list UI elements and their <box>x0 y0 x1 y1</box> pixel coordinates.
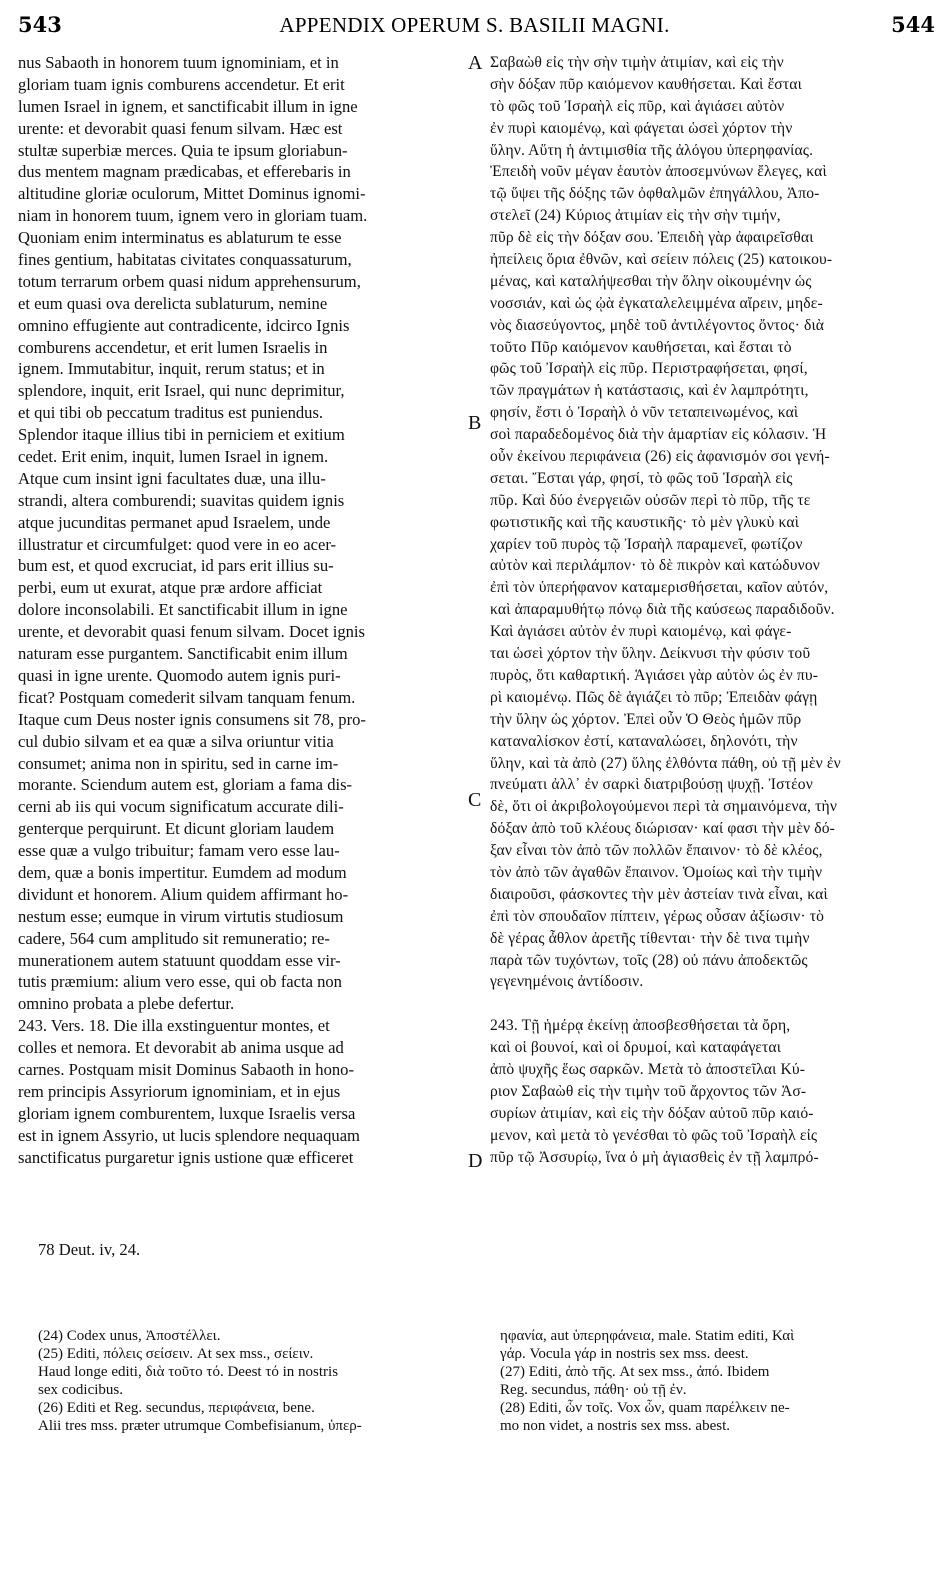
greek-line: Καὶ ἁγιάσει αὐτὸν ἐν πυρὶ καιομένῳ, καὶ φάγε- <box>490 623 792 641</box>
note-line: Alii tres mss. præter utrumque Combefisianum, ὑπερ- <box>38 1418 362 1434</box>
latin-line: carnes. Postquam misit Dominus Sabaoth in hono- <box>18 1059 354 1079</box>
left-page-number: 543 <box>18 12 62 37</box>
latin-line: atque jucunditas permanet apud Israelem, unde <box>18 512 331 532</box>
note-line: (27) Editi, ἀπὸ τῆς. At sex mss., ἀπό. Ibidem <box>500 1364 770 1380</box>
greek-line: χαρίεν τοῦ πυρὸς τῷ Ἰσραὴλ παραμενεῖ, φωτίζον <box>490 535 803 553</box>
latin-line: colles et nemora. Et devorabit ab anima usque ad <box>18 1038 344 1058</box>
latin-line: dem, quæ a bonis impertitur. Eumdem ad modum <box>18 862 347 882</box>
latin-line: et eum quasi ova derelicta sublaturum, nemine <box>18 293 328 313</box>
right-page-number: 544 <box>891 12 935 37</box>
margin-letter-d: D <box>468 1150 483 1172</box>
latin-line: et qui tibi ob peccatum traditus est puniendus. <box>18 403 324 423</box>
note-line: (26) Editi et Reg. secundus, περιφάνεια, bene. <box>38 1400 315 1416</box>
latin-line: cul dubio silvam et ea quæ a silva oriuntur vitia <box>18 731 334 751</box>
greek-line: πῦρ. Καὶ δύο ἐνεργειῶν οὐσῶν περὶ τὸ πῦρ, τῆς τε <box>490 491 811 509</box>
greek-line: διαιροῦσι, φάσκοντες τὴν μὲν ἀστείαν τινὰ εἶναι, καὶ <box>490 885 828 903</box>
greek-line: σὴν δόξαν πῦρ καιόμενον καυθήσεται. Καὶ ἔσται <box>490 75 802 93</box>
latin-line: gloriam tuam ignis comburens accendetur. Et erit <box>18 74 345 94</box>
latin-line: totum terrarum orbem quasi nidum apprehensurum, <box>18 271 361 291</box>
latin-line: perbi, eum ut exurat, atque præ ardore afficiat <box>18 578 323 598</box>
latin-line: ignem. Immutabitur, inquit, rerum status; et in <box>18 359 325 379</box>
greek-line: τῷ ὕψει τῆς δόξης τῶν ὀφθαλμῶν ἐπηγάλλου, Ἀπο- <box>490 185 820 203</box>
latin-line: quasi in igne urente. Quomodo autem ignis puri- <box>18 665 341 685</box>
latin-line: munerationem autem statuunt quoddam esse vir- <box>18 950 341 970</box>
notes-left <box>38 1327 468 1435</box>
notes-right <box>500 1327 930 1435</box>
greek-line: ὕλην. Αὕτη ἡ ἀντιμισθία τῆς ἀλόγου ὑπερηφανίας. <box>490 141 814 159</box>
note-line: Haud longe editi, διὰ τοῦτο τό. Deest τό in nostris <box>38 1364 339 1380</box>
greek-line: δὲ, ὅτι οἱ ἀκριβολογούμενοι περὶ τὰ σημαινόμενα, τὴν <box>490 798 838 816</box>
greek-line: ὕλην, καὶ τὰ ἀπὸ (27) ὕλης ἐλθόντα πάθη, οὐ τῇ μὲν ἐν <box>490 754 841 772</box>
latin-line: fines gentium, habitatas civitates conquassaturum, <box>18 250 352 270</box>
greek-line: τοῦτο Πῦρ καιόμενον καυθήσεται, καὶ ἔσται τὸ <box>490 338 792 356</box>
greek-line: τὸ φῶς τοῦ Ἰσραὴλ εἰς πῦρ, καὶ ἁγιάσει αὐτὸν <box>490 97 785 115</box>
note-line: (25) Editi, πόλεις σείσειν. At sex mss., σείειν. <box>38 1346 314 1362</box>
greek-line: ται ὡσεὶ χόρτον τὴν ὕλην. Δείκνυσι τὴν φύσιν τοῦ <box>490 645 811 663</box>
margin-letter-c: C <box>468 789 482 811</box>
greek-line: καὶ ἀπαραμυθήτῳ πόνῳ διὰ τῆς καύσεως παραδιδοῦν. <box>490 601 835 619</box>
latin-line: dus mentem magnam prædicabas, et efferebaris in <box>18 162 351 182</box>
latin-column <box>18 52 464 1168</box>
latin-line: esse quæ a vulgo tribuitur; famam vero esse lau- <box>18 841 340 861</box>
latin-line: nus Sabaoth in honorem tuum ignominiam, et in <box>18 53 339 72</box>
latin-line: Splendor itaque illius tibi in perniciem et exitium <box>18 425 345 445</box>
greek-line: σεται. Ἔσται γάρ, φησί, τὸ φῶς τοῦ Ἰσραὴλ εἰς <box>490 469 793 487</box>
greek-line: μένας, καὶ καταλήψεσθαι τὴν ὅλην οἰκουμένην ὡς <box>490 272 812 290</box>
greek-line: Ἐπειδὴ νοῦν μέγαν ἑαυτὸν ἀποσεμνύνων ἔλεγες, καὶ <box>490 163 827 181</box>
greek-column <box>490 52 935 1169</box>
latin-line: niam in honorem tuum, ignem vero in gloriam tuam. <box>18 206 368 226</box>
latin-line: urente: et devorabit quasi fenum silvam. Hæc est <box>18 118 343 138</box>
margin-letter-b: B <box>468 412 482 434</box>
note-line: ηφανία, aut ὑπερηφάνεια, male. Statim editi, Καὶ <box>500 1328 795 1344</box>
note-line: sex codicibus. <box>38 1382 123 1398</box>
note-line: mo non videt, a nostris sex mss. abest. <box>500 1418 730 1434</box>
greek-line: ἐν πυρὶ καιομένῳ, καὶ φάγεται ὡσεὶ χόρτον τὴν <box>490 119 793 137</box>
greek-line: ἀπὸ ψυχῆς ἕως σαρκῶν. Μετὰ τὸ ἀποστεῖλαι Κύ- <box>490 1061 806 1079</box>
latin-line: illustratur et circumfulget: quod vere in eo acer- <box>18 534 337 554</box>
greek-line: πυρὸς, ὅτι καθαρτική. Ἁγιάσει γὰρ αὐτὸν ὡς ἐν πυ- <box>490 666 819 684</box>
latin-line: tutis præmium: alium vero esse, qui ob facta non <box>18 972 342 992</box>
latin-line: consumet; anima non in spiritu, sed in carne im- <box>18 753 339 773</box>
latin-line: rem principis Assyriorum ignominiam, et in ejus <box>18 1081 341 1101</box>
greek-line: ἠπείλεις ὅρια ἐθνῶν, καὶ σείειν πόλεις (25) κατοικου- <box>490 251 833 269</box>
latin-line: sanctificatus purgaretur ignis ustione quæ efficeret <box>18 1147 354 1167</box>
paragraph-gap <box>490 993 935 1015</box>
greek-line: φωτιστικῆς καὶ τῆς καυστικῆς· τὸ μὲν γλυκὺ καὶ <box>490 513 800 531</box>
latin-line: splendore, inquit, erit Israel, qui nunc deprimitur, <box>18 381 345 401</box>
greek-line: παρὰ τῶν τυχόντων, τοῖς (28) οὐ πάνυ ἀποδεκτῶς <box>490 951 808 969</box>
greek-line: αὐτὸν καὶ περιλάμπον· τὸ δὲ πικρὸν καὶ κατώδυνον <box>490 557 820 575</box>
greek-line: σοὶ παραδεδομένος διὰ τὴν ἁμαρτίαν εἰς κόλασιν. Ἡ <box>490 426 827 444</box>
latin-line: altitudine gloriæ oculorum, Mittet Dominus ignomi- <box>18 184 366 204</box>
margin-letter-a: A <box>468 52 483 74</box>
greek-line: φῶς τοῦ Ἰσραὴλ εἰς πῦρ. Περιστραφήσεται, φησί, <box>490 360 808 378</box>
latin-line: Atque cum insint igni facultates duæ, una illu- <box>18 468 326 488</box>
latin-line: dividunt et honorem. Alium quidem affirmant ho- <box>18 884 349 904</box>
latin-line: omnino effugiente aut contradicente, idcirco Ignis <box>18 315 350 335</box>
greek-line: νοσσιάν, καὶ ὡς ᾠὰ ἐγκαταλελειμμένα αἴρειν, μηδε- <box>490 294 823 312</box>
latin-line: strandi, altera comburendi; suavitas quidem ignis <box>18 490 345 510</box>
greek-line: πῦρ δὲ εἰς τὴν δόξαν σου. Ἐπειδὴ γὰρ ἀφαιρεῖσθαι <box>490 229 814 247</box>
latin-line: dolore inconsolabili. Et sanctificabit illum in igne <box>18 600 348 620</box>
greek-line: δόξαν ἀπὸ τοῦ κλέους διώρισαν· καί φασι τὴν μὲν δό- <box>490 820 835 838</box>
latin-line: nestum esse; eumque in virum virtutis studiosum <box>18 906 344 926</box>
footnote-78: 78 Deut. iv, 24. <box>38 1240 141 1259</box>
greek-line: φησίν, ἔστι ὁ Ἰσραὴλ ὁ νῦν τεταπεινωμένος, καὶ <box>490 404 799 422</box>
greek-line: πνεύματι ἀλλ᾽ ἐν σαρκὶ διατριβούσῃ ψυχῇ. Ἰστέον <box>490 776 813 794</box>
latin-line: cadere, 564 cum amplitudo sit remuneratio; re- <box>18 928 330 948</box>
greek-line: γεγενημένοις ἀντίδοσιν. <box>490 973 644 991</box>
note-line: γάρ. Vocula γάρ in nostris sex mss. deest. <box>500 1346 749 1362</box>
greek-line: καὶ οἱ βουνοί, καὶ οἱ δρυμοί, καὶ καταφάγεται <box>490 1039 782 1057</box>
greek-line: δὲ γέρας ἆθλον ἀρετῆς τίθενται· τὴν δὲ τινα τιμὴν <box>490 929 810 947</box>
greek-line: τὸν ἀπὸ τῶν ἀγαθῶν ἔπαινον. Ὁμοίως καὶ τὴν τιμὴν <box>490 863 823 881</box>
greek-line: ρὶ καιομένῳ. Πῶς δὲ ἁγιάζει τὸ πῦρ; Ἐπειδὰν φάγῃ <box>490 688 818 706</box>
greek-line: καταναλίσκον ἐστί, καταναλώσει, δηλονότι, τὴν <box>490 732 798 750</box>
latin-line: bum est, et quod excruciat, id pars erit illius su- <box>18 556 334 576</box>
greek-line: οὖν ἐκείνου περιφάνεια (26) εἰς ἀφανισμόν σοι γενή- <box>490 448 830 466</box>
latin-line: gloriam ignem comburentem, luxque Israelis versa <box>18 1103 356 1123</box>
greek-line: ἐπὶ τὸν σπουδαῖον πίπτειν, γέρως οὖσαν ἀξίωσιν· τὸ <box>490 907 825 925</box>
latin-line: urente, et devorabit quasi fenum silvam. Docet ignis <box>18 622 365 642</box>
latin-line: est in ignem Assyrio, ut lucis splendore nequaquam <box>18 1125 360 1145</box>
greek-line: ριον Σαβαὼθ εἰς τὴν τιμὴν τοῦ ἄρχοντος τῶν Ἀσ- <box>490 1082 807 1100</box>
latin-line: cerni ab iis qui vocum significatum accurate dili- <box>18 797 344 817</box>
latin-line: Quoniam enim interminatus es ablaturum te esse <box>18 228 342 248</box>
greek-line: τὴν ὕλην ὡς χόρτον. Ἐπεὶ οὖν Ὁ Θεὸς ἡμῶν πῦρ <box>490 710 802 728</box>
running-title: APPENDIX OPERUM S. BASILII MAGNI. <box>279 13 670 37</box>
note-line: (28) Editi, ὧν τοῖς. Vox ὧν, quam παρέλκειν ne- <box>500 1400 790 1416</box>
greek-line: νὸς διασεύγοντος, μηδὲ τοῦ ἀντιλέγοντος ὄντος· διὰ <box>490 316 825 334</box>
latin-line: ficat? Postquam comederit silvam tanquam fenum. <box>18 687 356 707</box>
latin-line: genterque perquirunt. Et dicunt gloriam laudem <box>18 819 335 839</box>
note-line: Reg. secundus, πάθη· οὐ τῇ ἐν. <box>500 1382 687 1398</box>
greek-line: στελεῖ (24) Κύριος ἀτιμίαν εἰς τὴν σὴν τιμήν, <box>490 207 781 225</box>
greek-line: ξαν εἶναι τὸν ἀπὸ τῶν πολλῶν ἔπαινον· τὸ δὲ κλέος, <box>490 842 823 860</box>
note-line: (24) Codex unus, Ἀποστέλλει. <box>38 1328 221 1344</box>
latin-line: stultæ superbiæ merces. Quia te ipsum gloriabun- <box>18 140 348 160</box>
greek-line: μενον, καὶ μετὰ τὸ γενέσθαι τὸ φῶς τοῦ Ἰσραὴλ εἰς <box>490 1126 818 1144</box>
latin-line: cedet. Erit enim, inquit, lumen Israel in ignem. <box>18 447 329 467</box>
latin-line: Itaque cum Deus noster ignis consumens sit 78, pro- <box>18 709 366 729</box>
latin-line: lumen Israel in ignem, et sanctificabit illum in igne <box>18 96 358 116</box>
greek-line: συρίων ἀτιμίαν, καὶ εἰς τὴν δόξαν αὐτοῦ πῦρ καιό- <box>490 1104 814 1122</box>
greek-line: τῶν πραγμάτων ἡ κατάστασις, καὶ ἐν λαμπρότητι, <box>490 382 809 400</box>
latin-line: omnino probata a plebe defertur. <box>18 994 235 1014</box>
greek-line: πῦρ τῷ Ἀσσυρίῳ, ἵνα ὁ μὴ ἁγιασθεὶς ἐν τῇ λαμπρό- <box>490 1148 819 1166</box>
latin-line: 243. Vers. 18. Die illa exstinguentur montes, et <box>18 1016 330 1036</box>
greek-line: Σαβαὼθ εἰς τὴν σὴν τιμὴν ἀτιμίαν, καὶ εἰς τὴν <box>490 54 784 71</box>
latin-line: comburens accendetur, et erit lumen Israelis in <box>18 337 328 357</box>
latin-line: morante. Sciendum autem est, gloriam a fama dis- <box>18 775 353 795</box>
latin-line: naturam esse purgantem. Sanctificabit enim illum <box>18 644 348 664</box>
greek-line: 243. Τῇ ἡμέρᾳ ἐκείνῃ ἀποσβεσθήσεται τὰ ὄρη, <box>490 1017 791 1035</box>
greek-line: ἐπὶ τὸν ὑπερήφανον καταμερισθήσεται, καῖον αὐτόν, <box>490 579 829 597</box>
